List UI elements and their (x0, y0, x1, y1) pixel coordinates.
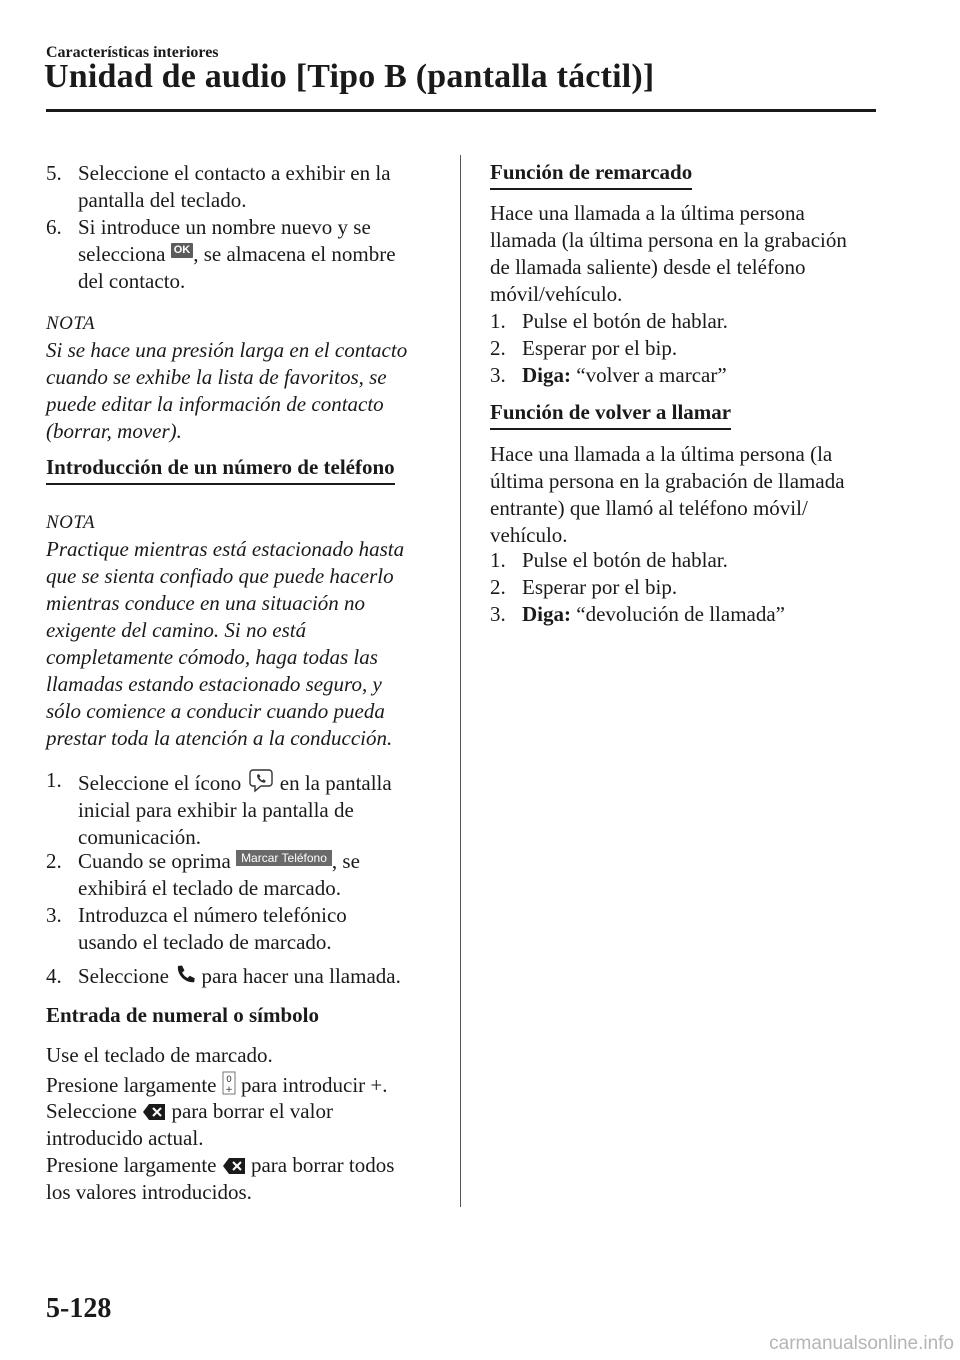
marcar-telefono-button-icon: Marcar Teléfono (236, 850, 332, 866)
backspace-icon (222, 1157, 246, 1175)
svg-text:+: + (224, 1085, 233, 1095)
heading-remarcado: Función de remarcado (490, 159, 692, 190)
watermark: carmanualsonline.info (769, 1333, 954, 1354)
nota-text: Si se hace una presión larga en el contacto cuando se exhibe la lista de favoritos, se puede editar la información de contacto (borrar, mover). (46, 338, 408, 443)
plus-key-icon (222, 1071, 236, 1095)
section-label: Características interiores (46, 44, 219, 61)
title-rule (46, 109, 876, 112)
heading-phone-number: Introducción de un número de teléfono (46, 454, 395, 485)
nota-text: Practique mientras está estacionado hasta que se sienta confiado que puede hacerlo mientras conduce en una situación no exigente del camino. Si no está completamente cómodo, haga todas las llamadas estando estacionado seguro, y sólo comience a conducir cuando pueda prestar toda la atención a la conducción. (46, 537, 405, 750)
nota-label: NOTA (46, 512, 96, 533)
paragraph: Presione largamente 0 + para introducir +. (46, 1073, 388, 1097)
communication-icon (247, 767, 275, 793)
column-divider (460, 155, 461, 1207)
paragraph: Hace una llamada a la última persona (la última persona en la grabación de llamada entrante) que llamó al teléfono móvil/ vehículo. (490, 442, 845, 547)
phone-icon (174, 964, 196, 986)
page-title: Unidad de audio [Tipo B (pantalla táctil)] (44, 58, 655, 95)
page-number: 5-128 (46, 1293, 112, 1324)
paragraph: Use el teclado de marcado. (46, 1043, 273, 1067)
svg-text:0: 0 (225, 1075, 232, 1085)
backspace-icon (142, 1103, 166, 1121)
ok-button-icon: OK (171, 243, 194, 258)
nota-label: NOTA (46, 313, 96, 334)
paragraph: Hace una llamada a la última persona llamada (la última persona en la grabación de llamada saliente) desde el teléfono móvil/vehículo. (490, 201, 847, 306)
heading-volver: Función de volver a llamar (490, 399, 731, 430)
heading-numeral-symbol: Entrada de numeral o símbolo (46, 1003, 320, 1027)
paragraph: Presione largamente para borrar todos los valores introducidos. (46, 1153, 395, 1204)
paragraph: Seleccione para borrar el valor introducido actual. (46, 1099, 333, 1150)
